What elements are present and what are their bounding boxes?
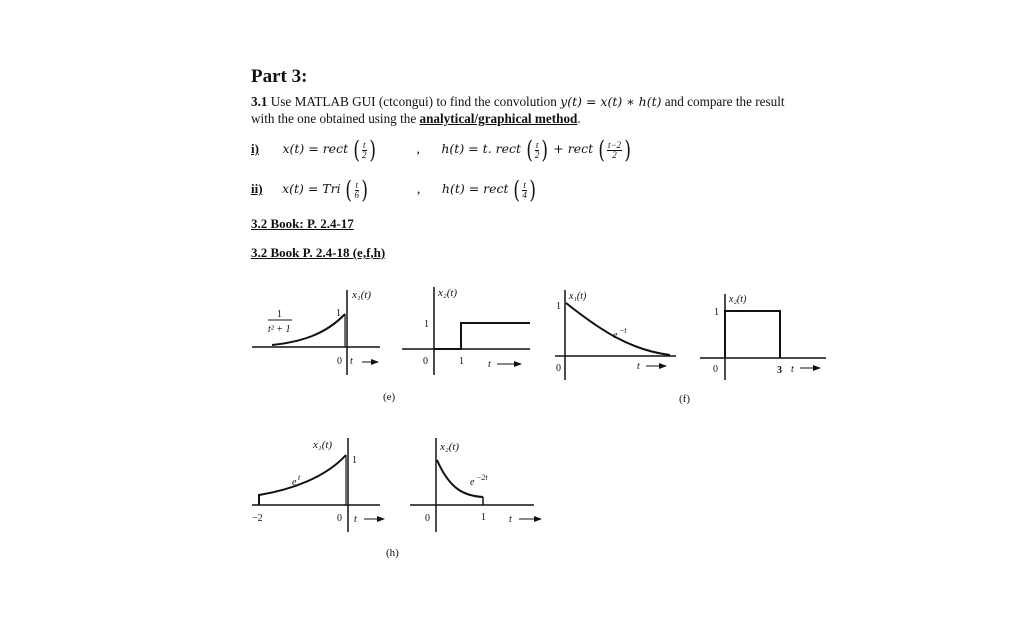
book-ref-2: 3.2 Book P. 2.4-18 (e,f,h) [251,245,386,260]
e-x1-peak: 1 [336,308,341,319]
task-paragraph: 3.1 Use MATLAB GUI (ctcongui) to find the convolution y(t) = x(t) ∗ h(t) and compare the result with the one obtained using the analytical/graphical method. [251,94,785,126]
svg-text:1: 1 [424,319,429,330]
svg-text:t: t [509,514,512,525]
svg-text:1: 1 [714,307,719,318]
svg-text:0: 0 [337,513,342,524]
svg-text:0: 0 [556,363,561,374]
svg-text:e: e [292,477,297,488]
item-ii: ii) x(t) = Tri ( $\frac{t}{6}$ ) , h(t) = rect ( $\frac{t}{4}$ ) [251,176,536,204]
item-label: ii) [251,181,263,197]
book-ref-1: 3.2 Book: P. 2.4-17 [251,216,354,231]
task-line2: with the one obtained using the [251,111,417,126]
svg-text:1: 1 [481,512,486,523]
convolution-equation: y(t) = x(t) ∗ h(t) [560,94,662,109]
svg-text:t: t [354,514,357,525]
svg-text:0: 0 [425,513,430,524]
svg-text:t: t [488,359,491,370]
svg-text:1: 1 [352,455,357,466]
f-x1-label: x₁(t) [569,291,587,302]
h-x2-label: x₂(t) [440,441,460,453]
page-title: Part 3: [251,66,308,87]
svg-text:e: e [613,330,618,341]
e-x1-den: t² + 1 [268,324,291,335]
item-label: i) [251,141,259,157]
task-text-after: and compare the result [664,94,785,109]
svg-text:0: 0 [423,356,428,367]
svg-text:t: t [791,364,794,375]
caption-h: (h) [386,547,399,559]
task-text: Use MATLAB GUI (ctcongui) to find the convolution [270,94,557,109]
task-number: 3.1 [251,94,268,109]
svg-text:t: t [350,356,353,367]
svg-text:e: e [470,477,475,488]
svg-text:t: t [637,361,640,372]
svg-text:−2: −2 [252,513,263,524]
svg-text:1: 1 [459,356,464,367]
caption-e: (e) [383,391,396,403]
svg-text:0: 0 [713,364,718,375]
f-x2-label: x₂(t) [729,294,747,305]
e-x1-num: 1 [277,309,282,320]
svg-text:t: t [298,473,301,482]
e-x1-origin: 0 [337,356,342,367]
e-x1-label: x₁(t) [352,289,372,301]
caption-f: (f) [679,393,690,405]
e-x2-label: x₂(t) [438,287,458,299]
plot-e-x2 [402,287,530,375]
svg-text:1: 1 [556,301,561,312]
plot-h-x1 [252,438,384,532]
svg-text:−t: −t [619,326,627,335]
method-link-text: analytical/graphical method [419,111,578,126]
item-i: i) x(t) = rect ( $\frac{t}{2}$ ) , h(t) = t. rect ( $\frac{t}{2}$ ) + rect ( $\frac{t-2}{2}$ ) [251,136,632,164]
svg-text:−2t: −2t [476,473,488,482]
h-x1-label: x₁(t) [313,439,333,451]
svg-text:3: 3 [777,365,782,376]
